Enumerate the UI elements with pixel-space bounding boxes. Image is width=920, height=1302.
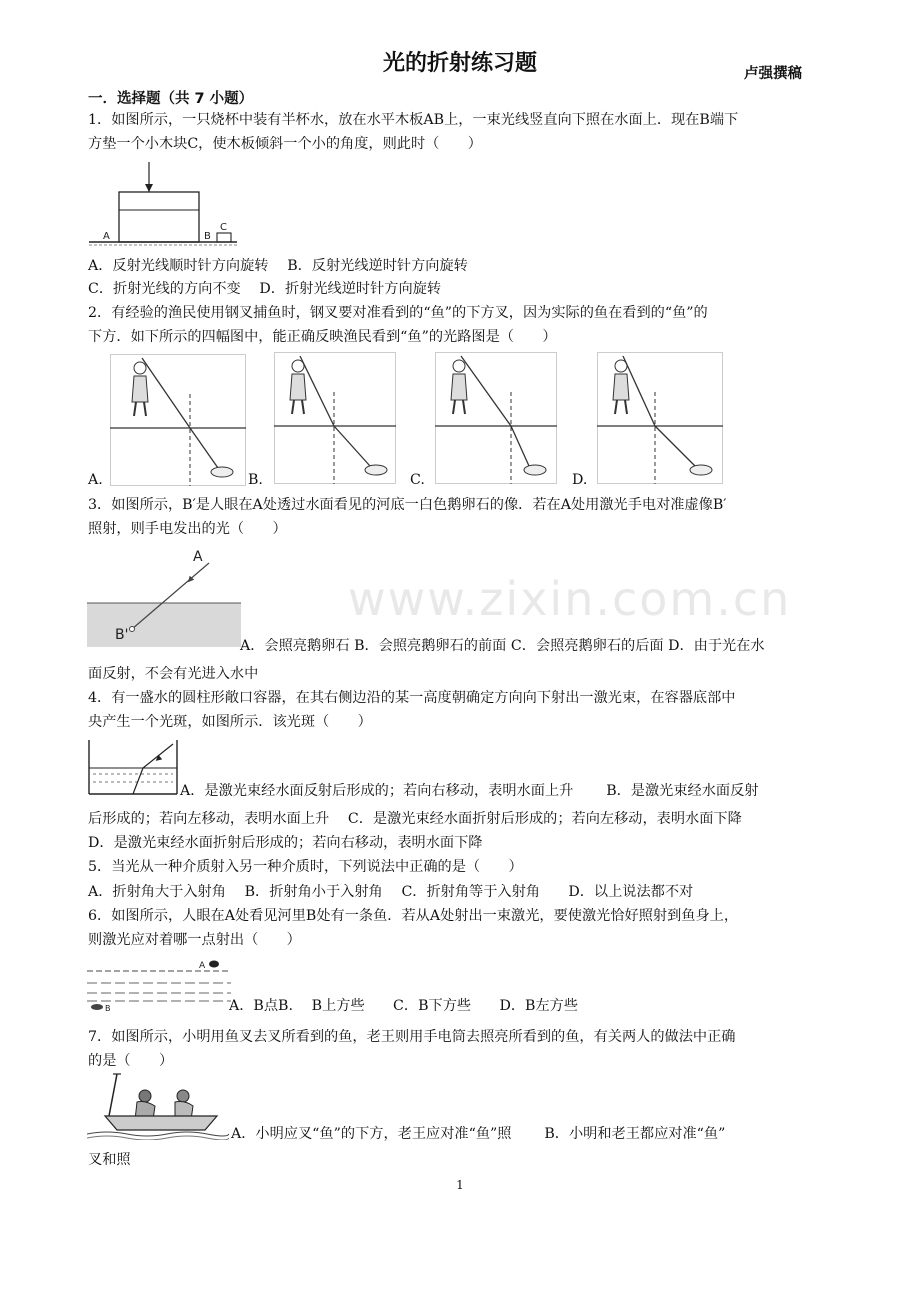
q6-label-b: B (105, 1004, 111, 1013)
q2-stem-line1: 2．有经验的渔民使用钢叉捕鱼时，钢叉要对准看到的“鱼”的下方叉，因为实际的鱼在看到的“鱼”的 (88, 305, 708, 321)
q4-option-d: D．是激光束经水面折射后形成的；若向右移动，表明水面下降 (88, 835, 483, 851)
q4-stem-line2: 央产生一个光斑，如图所示．该光斑（ ） (88, 714, 372, 730)
q7-stem-line2: 的是（ ） (88, 1053, 174, 1069)
watermark: www.zixin.com.cn (348, 572, 792, 626)
q6-stem-line1: 6．如图所示，人眼在A处看见河里B处有一条鱼．若从A处射出一束激光，要使激光恰好照射到鱼身上， (88, 908, 739, 924)
q4-option-a: A．是激光束经水面反射后形成的；若向右移动，表明水面上升 B．是激光束经水面反射 (180, 783, 759, 799)
q2-figure-b (274, 352, 396, 484)
q4-container-figure (87, 738, 179, 798)
q4-stem-line1: 4．有一盛水的圆柱形敞口容器，在其右侧边沿的某一高度朝确定方向向下射出一激光束，在容器底部中 (88, 690, 736, 706)
q6-options: A．B点B. B上方些 C．B下方些 D．B左方些 (229, 998, 579, 1014)
q7-options-ab: A．小明应叉“鱼”的下方，老王应对准“鱼”照 B．小明和老王都应对准“鱼” (231, 1126, 726, 1142)
q5-stem: 5．当光从一种介质射入另一种介质时，下列说法中正确的是（ ） (88, 859, 523, 875)
q3-river-figure (87, 547, 241, 647)
q1-label-c: C (220, 222, 227, 233)
q7-options-cont: 叉和照 (88, 1152, 131, 1168)
q2-option-d-label: D. (572, 472, 588, 488)
q3-options-cont: 面反射，不会有光进入水中 (88, 666, 259, 682)
q6-stem-line2: 则激光应对着哪一点射出（ ） (88, 932, 301, 948)
q2-option-a-label: A. (88, 472, 103, 488)
q7-stem-line1: 7．如图所示，小明用鱼叉去叉所看到的鱼，老王则用手电筒去照亮所看到的鱼，有关两人的做法中正确 (88, 1029, 736, 1045)
q2-option-b-label: B. (248, 472, 263, 488)
q6-label-a: A (199, 961, 206, 971)
q4-options-bc: 后形成的；若向左移动，表明水面上升 C．是激光束经水面折射后形成的；若向左移动，表明水面下降 (88, 811, 742, 827)
q3-options: A．会照亮鹅卵石 B．会照亮鹅卵石的前面 C．会照亮鹅卵石的后面 D．由于光在水 (240, 638, 765, 654)
page-title: 光的折射练习题 (382, 51, 537, 76)
q3-stem-line2: 照射，则手电发出的光（ ） (88, 521, 287, 537)
q1-label-a: A (103, 231, 110, 242)
q1-stem-line1: 1．如图所示，一只烧杯中装有半杯水，放在水平木板AB上，一束光线竖直向下照在水面上．现在B端下 (88, 112, 739, 128)
q2-stem-line2: 下方．如下所示的四幅图中，能正确反映渔民看到“鱼”的光路图是（ ） (88, 329, 557, 345)
q2-figure-a (110, 354, 246, 486)
q1-options-cd: C．折射光线的方向不变 D．折射光线逆时针方向旋转 (88, 281, 442, 297)
q2-option-c-label: C. (410, 472, 425, 488)
q3-stem-line1: 3．如图所示，B′是人眼在A处透过水面看见的河底一白色鹅卵石的像．若在A处用激光手电对准虚像B′ (88, 497, 727, 513)
q1-stem-line2: 方垫一个小木块C，使木板倾斜一个小的角度，则此时（ ） (88, 136, 482, 152)
q3-label-a: A (193, 549, 203, 565)
section-heading: 一．选择题（共 7 小题） (88, 91, 254, 107)
q2-figure-d (597, 352, 723, 484)
q5-options: A．折射角大于入射角 B．折射角小于入射角 C．折射角等于入射角 D．以上说法都不对 (88, 884, 694, 900)
q1-options-ab: A．反射光线顺时针方向旋转 B．反射光线逆时针方向旋转 (88, 258, 468, 274)
q1-label-b: B (204, 231, 211, 242)
q3-label-b-prime: B' (115, 627, 129, 643)
q6-river-figure (87, 957, 231, 1013)
page-number: 1 (456, 1178, 464, 1192)
q7-boat-figure (87, 1072, 229, 1140)
q2-figure-c (435, 352, 557, 484)
author-credit: 卢强撰稿 (744, 66, 802, 82)
q1-beaker-figure (87, 156, 242, 248)
